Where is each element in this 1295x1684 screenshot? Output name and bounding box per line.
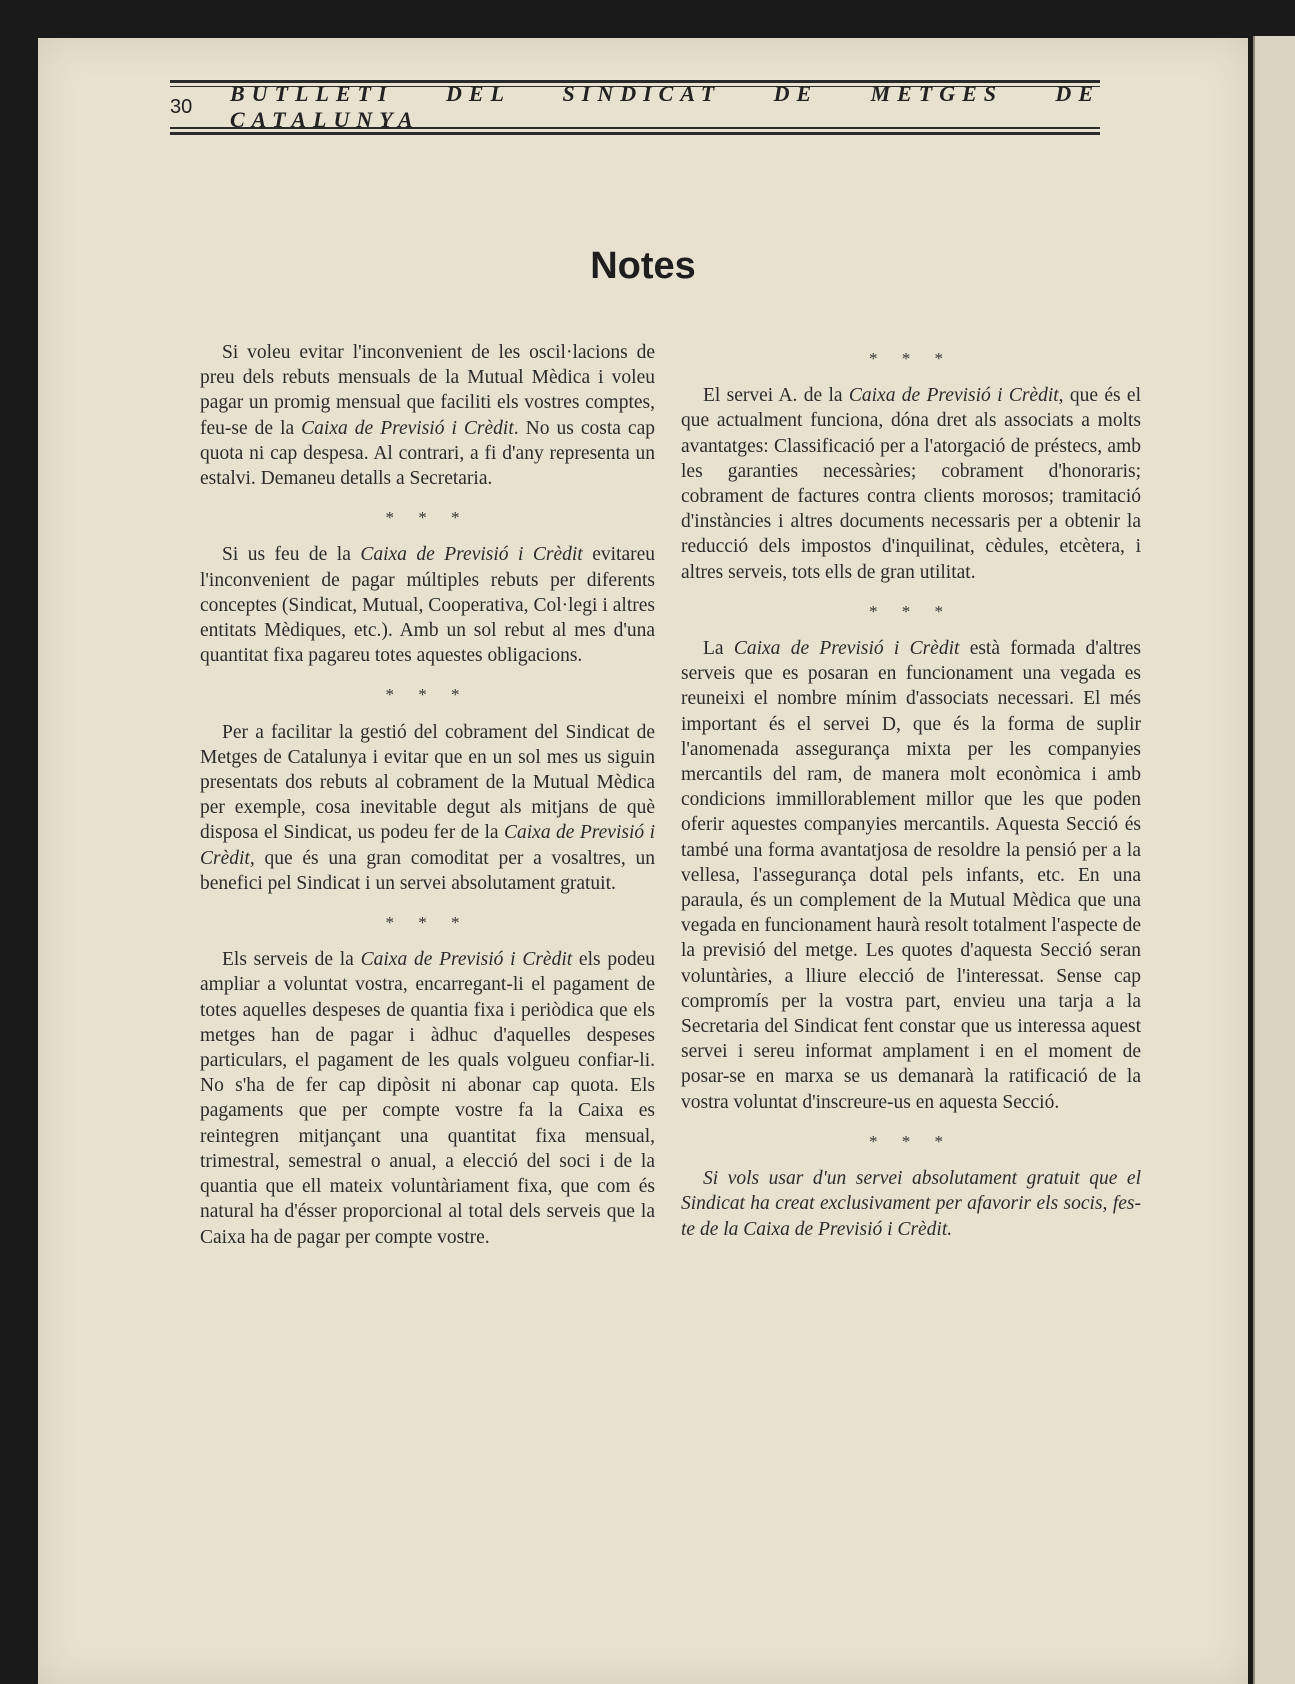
separator: * * * [385, 913, 470, 933]
paragraph: El servei A. de la Caixa de Previsió i Crèdit, que és el que actualment funciona, dóna dret als associats a molts avantatges: Classificació per a l'atorgació de préstecs, amb les garanties necessàries; cobrament d'honoraris; cobrament de factures contra clients morosos; tramitació d'instàncies i altres documents necessaris per a obtenir la reducció dels impostos d'inquilinat, cèdules, etcètera, i altres serveis, tots ells de gran utilitat. [681, 385, 1141, 583]
running-header [170, 80, 1100, 135]
paragraph: Els serveis de la Caixa de Previsió i Crèdit els podeu ampliar a voluntat vostra, encarregant-li el pagament de totes aquelles despeses de quantia fixa i periòdica que els metges han de pagar i àdhuc d'aquelles despeses particulars, el pagament de les quals volgueu confiar-li. No s'ha de fer cap dipòsit ni abonar cap quota. Els pagaments que per compte vostre fa la Caixa es reintegren mitjançant una quantitat fixa mensual, trimestral, semestral o anual, a elecció del soci i de la quantia que ell mateix voluntàriament fixa, que com és natural ha d'ésser proporcional al total dels serveis que la Caixa ha de pagar per compte vostre. [200, 949, 656, 1248]
closing-paragraph: Si vols usar d'un servei absolutament gratuit que el Sindicat ha creat exclusivament per afavorir els socis, fes-te de la Caixa de Previsió i Crèdit. [681, 1168, 1141, 1240]
paragraph: Per a facilitar la gestió del cobrament del Sindicat de Metges de Catalunya i evitar que en un sol mes us siguin presentats dos rebuts al cobrament de la Mutual Mèdica per exemple, cosa inevitable degut als mitjans de què disposa el Sindicat, us podeu fer de la Caixa de Previsió i Crèdit, que és una gran comoditat per a vosaltres, un benefici pel Sindicat i un servei absolutament gratuit. [200, 721, 655, 894]
adjacent-page-edge [1253, 36, 1295, 1684]
journal-title: BUTLLETI DEL SINDICAT DE METGES DE CATALUNYA [230, 81, 1100, 132]
separator: * * * [869, 1131, 953, 1151]
paragraph: Si voleu evitar l'inconvenient de les oscil·lacions de preu dels rebuts mensuals de la Mutual Mèdica i voleu pagar un promig mensual que faciliti els vostres comptes, feu-se de la Caixa de Previsió i Crèdit. No us costa cap quota ni cap despesa. Al contrari, a fi d'any representa un estalvi. Demaneu detalls a Secretaria. [200, 342, 655, 490]
header-row [170, 81, 1100, 132]
separator: * * * [869, 349, 953, 368]
paragraph: La Caixa de Previsió i Crèdit està formada d'altres serveis que es posaran en funcionament una vegada es reuneixi el nombre mínim d'associats necessari. El més important és el servei D, que és la forma de suplir l'anomenada assegurança mixta per les companyies mercantils del ram, de manera molt econòmica i amb condicions immillorablement millor que les que poden oferir aquestes companyies mercantils. Aquesta Secció és també una forma avantatjosa de resoldre la pensió per a la vellesa, l'assegurança dotal pels infants, etc. En una paraula, és un complement de la Mutual Mèdica que una vegada en funcionament haurà resolt totalment l'aspecte de la previsió del metge. Les quotes d'aquesta Secció seran voluntàries, a lliure elecció de l'interessat. Sense cap compromís per la vostra part, envieu una tarja a la Secretaria del Sindicat fent constar que us interessa aquest servei i sereu informat amplament i en el moment de posar-se en marxa se us demanarà la ratificació de la vostra voluntat d'inscreure-us en aquesta Secció. [681, 638, 1141, 1113]
paragraph: Si us feu de la Caixa de Previsió i Crèdit evitareu l'inconvenient de pagar múltiples rebuts per diferents conceptes (Sindicat, Mutual, Cooperativa, Col·legi i altres entitats Mèdiques, etc.). Amb un sol rebut al mes d'una quantitat fixa pagareu totes aquestes obligacions. [200, 544, 656, 667]
separator: * * * [385, 508, 470, 528]
right-column [681, 346, 1141, 1242]
left-column [200, 340, 655, 1250]
page-number: 30 [170, 95, 193, 118]
section-title: Notes [590, 245, 696, 287]
separator: * * * [869, 601, 953, 621]
separator: * * * [385, 685, 470, 705]
